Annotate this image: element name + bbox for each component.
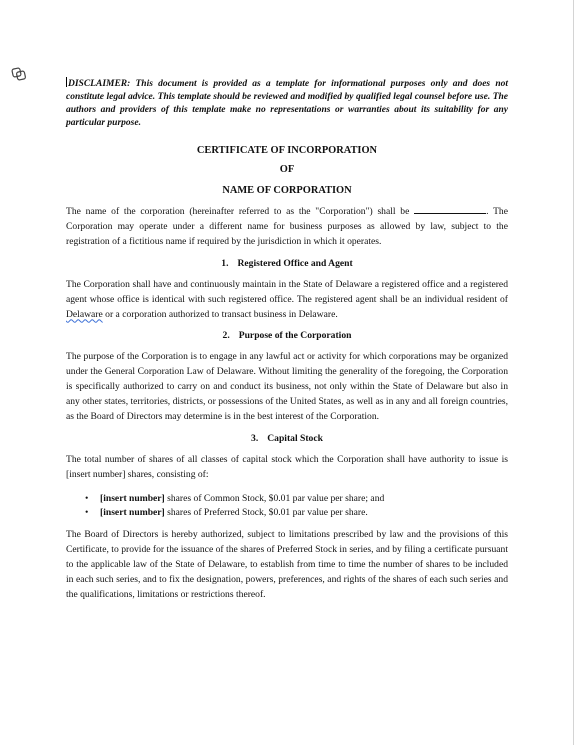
section-1-heading — [66, 257, 508, 272]
document-body[interactable] — [66, 77, 508, 603]
bullet-icon: • — [85, 492, 89, 504]
section-3-paragraph: The total number of shares of all classes of capital stock which the Corporation shall have authority to issue is [insert number] shares, consisting of: — [66, 453, 508, 480]
disclaimer-text: DISCLAIMER: This document is provided as a template for informational purposes only and does not constitute legal advice. This template should be reviewed and modified by qualified legal counsel before use. The authors and providers of this template make no representations or warranties about its suitability for any particular purpose. — [66, 79, 508, 129]
section-1-title: Registered Office and Agent — [237, 257, 353, 269]
section-1-number: 1. — [221, 257, 229, 269]
list-item — [66, 492, 508, 506]
section-3-heading — [66, 432, 508, 447]
text-cursor — [66, 77, 67, 87]
intro-text-before: The name of the corporation (hereinafter referred to as the "Corporation") shall be — [66, 206, 410, 218]
spelling-flagged-word[interactable]: Delaware — [66, 308, 103, 320]
section-3-number: 3. — [251, 432, 259, 444]
page-edge — [573, 0, 574, 745]
list-item-text: shares of Common Stock, $0.01 par value per share; and — [164, 492, 385, 504]
name-blank-line — [414, 204, 486, 214]
list-item-bold: [insert number] — [100, 492, 165, 504]
section-2-title: Purpose of the Corporation — [238, 330, 352, 342]
intro-text-after: . The Corporation may operate under a different name for business purposes as allowed by law, subject to the registration of a fictitious name if required by the jurisdiction in which it operates. — [66, 206, 508, 247]
section-1-paragraph — [66, 278, 508, 323]
section-1-text-before: The Corporation shall have and continuously maintain in the State of Delaware a registered office and a registered agent whose office is identical with such registered office. The registered agent shall be an individual resident of — [66, 278, 508, 305]
paragraph-link-icon[interactable] — [11, 67, 27, 81]
section-2-number: 2. — [222, 330, 230, 342]
document-title: CERTIFICATE OF INCORPORATION — [196, 145, 378, 157]
list-item-bold: [insert number] — [100, 506, 165, 518]
bullet-icon: • — [85, 506, 89, 518]
section-1-text-after: or a corporation authorized to transact business in Delaware. — [105, 308, 338, 320]
document-title-of: OF — [279, 164, 295, 176]
list-item-text: shares of Preferred Stock, $0.01 par value per share. — [164, 506, 368, 518]
list-item — [66, 506, 508, 520]
section-2-paragraph: The purpose of the Corporation is to engage in any lawful act or activity for which corporations may be organized under the General Corporation Law of Delaware. Without limiting the generality of the foregoing, the Corporation is specifically authorized to carry on and conduct its business, not only within the State of Delaware but also in any other states, territories, districts, or possessions of the United States, as well as in any and all foreign countries, as the Board of Directors may determine is in the best interest of the Corporation. — [66, 351, 508, 422]
share-classes-list — [66, 492, 508, 520]
intro-paragraph — [66, 204, 508, 250]
disclaimer-paragraph — [66, 77, 508, 130]
section-2-heading — [66, 329, 508, 344]
section-3-title: Capital Stock — [267, 432, 323, 444]
corporation-name-heading: NAME OF CORPORATION — [222, 185, 352, 197]
section-3-closing-paragraph: The Board of Directors is hereby authorized, subject to limitations prescribed by law and the provisions of this Certificate, to provide for the issuance of the shares of Preferred Stock in series, and by filing a certificate pursuant to the applicable law of the State of Delaware, to establish from time to time the number of shares to be included in each such series, and to fix the designation, powers, preferences, and rights of the shares of each such series and the qualifications, limitations or restrictions thereof. — [66, 529, 508, 601]
